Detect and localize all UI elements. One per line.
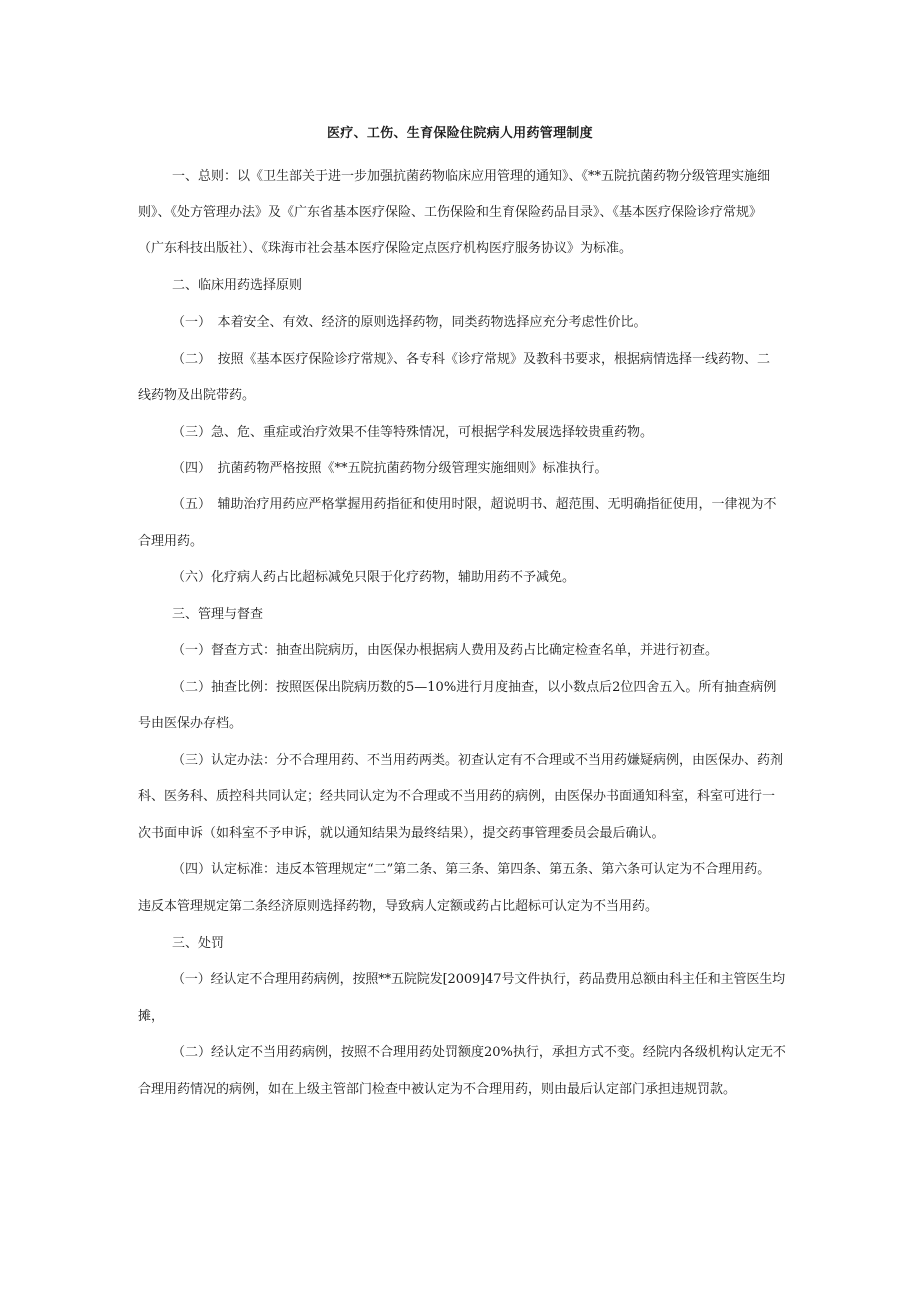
document-title: 医疗、工伤、生育保险住院病人用药管理制度: [326, 126, 593, 141]
supervision-4-line-1: （四）认定标准：违反本管理规定“二”第二条、第三条、第四条、第五条、第六条可认定为不合理用药。: [172, 862, 771, 877]
principle-6: （六）化疗病人药占比超标减免只限于化疗药物，辅助用药不予减免。: [172, 570, 576, 585]
principle-5-line-2: 合理用药。: [138, 534, 204, 549]
principle-4: （四） 抗菌药物严格按照《**五院抗菌药物分级管理实施细则》标准执行。: [172, 461, 608, 476]
penalty-1-line-1: （一）经认定不合理用药病例，按照**五院院发[2009]47号文件执行，药品费用总额由科主任和主管医生均: [172, 972, 786, 987]
supervision-1: （一）督查方式：抽查出院病历，由医保办根据病人费用及药占比确定检查名单，并进行初查。: [172, 643, 719, 658]
penalty-2-line-2: 合理用药情况的病例，如在上级主管部门检查中被认定为不合理用药，则由最后认定部门承担违规罚款。: [138, 1082, 737, 1097]
supervision-3-line-2: 科、医务科、质控科共同认定；经共同认定为不合理或不当用药的病例，由医保办书面通知科室，科室可进行一: [138, 789, 776, 804]
supervision-2-line-1: （二）抽查比例：按照医保出院病历数的5—10%进行月度抽查，以小数点后2位四舍五入。所有抽查病例: [172, 680, 777, 695]
penalty-1-line-2: 摊，: [138, 1009, 165, 1024]
principle-2-line-2: 线药物及出院带药。: [138, 388, 256, 403]
penalty-2-line-1: （二）经认定不当用药病例，按照不合理用药处罚额度20%执行，承担方式不变。经院内各级机构认定无不: [172, 1045, 786, 1060]
section-heading-supervision: 三、管理与督查: [172, 607, 264, 622]
section-heading-principles: 二、临床用药选择原则: [172, 278, 303, 293]
supervision-3-line-3: 次书面申诉（如科室不予申诉，就以通知结果为最终结果），提交药事管理委员会最后确认。: [138, 826, 665, 841]
paragraph-general-line-3: （广东科技出版社）、《珠海市社会基本医疗保险定点医疗机构医疗服务协议》为标准。: [138, 241, 633, 256]
principle-3: （三）急、危、重症或治疗效果不佳等特殊情况，可根据学科发展选择较贵重药物。: [172, 425, 654, 440]
supervision-3-line-1: （三）认定办法：分不合理用药、不当用药两类。初查认定有不合理或不当用药嫌疑病例，由医保办、药剂: [172, 753, 784, 768]
principle-5-line-1: （五） 辅助治疗用药应严格掌握用药指征和使用时限，超说明书、超范围、无明确指征使用，一律视为不: [172, 497, 777, 512]
principle-1: （一） 本着安全、有效、经济的原则选择药物，同类药物选择应充分考虑性价比。: [172, 315, 647, 330]
paragraph-general-line-1: 一、总则：以《卫生部关于进一步加强抗菌药物临床应用管理的通知》、《**五院抗菌药物分级管理实施细: [172, 169, 771, 184]
section-heading-penalty: 三、处罚: [172, 936, 225, 951]
principle-2-line-1: （二） 按照《基本医疗保险诊疗常规》、各专科《诊疗常规》及教科书要求，根据病情选择一线药物、二: [172, 352, 771, 367]
supervision-2-line-2: 号由医保办存档。: [138, 716, 243, 731]
supervision-4-line-2: 违反本管理规定第二条经济原则选择药物，导致病人定额或药占比超标可认定为不当用药。: [138, 899, 659, 914]
paragraph-general-line-2: 则》、《处方管理办法》及《广东省基本医疗保险、工伤保险和生育保险药品目录》、《基本医疗保险诊疗常规》: [138, 205, 763, 220]
